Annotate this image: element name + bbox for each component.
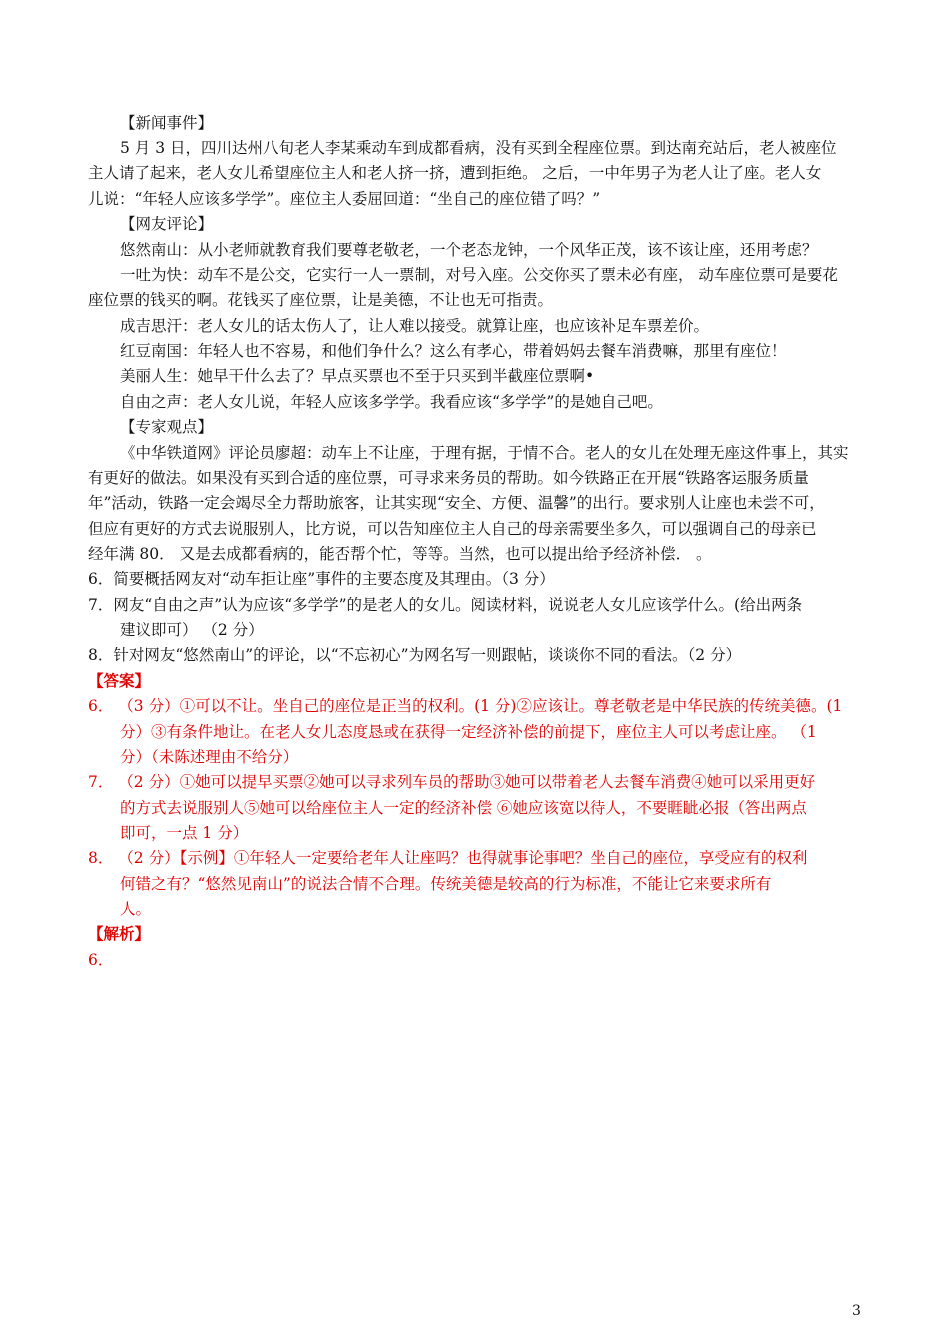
question-8: 8．针对网友“悠然南山”的评论，以“不忘初心”为网名写一则跟帖，谈谈你不同的看法。（2 分） <box>88 646 742 664</box>
news-paragraph-line: 主人请了起来，老人女儿希望座位主人和老人挤一挤，遭到拒绝。 之后，一中年男子为老人让了座。老人女 <box>88 164 822 182</box>
expert-paragraph-line: 《中华铁道网》评论员廖超：动车上不让座，于理有据，于情不合。老人的女儿在处理无座这件事上，其实 <box>120 444 849 462</box>
answer-6: 6． （3 分）①可以不让。坐自己的座位是正当的权利。(1 分)②应该让。尊老敬老是中华民族的传统美德。(1 <box>88 697 843 715</box>
comment-youran-nanshan: 悠然南山：从小老师就教育我们要尊老敬老，一个老态龙钟，一个风华正茂，该不该让座，还用考虑？ <box>120 241 818 259</box>
answer-8-cont: 人。 <box>120 900 152 918</box>
expert-heading: 【专家观点】 <box>120 418 214 436</box>
news-paragraph-line: 5 月 3 日，四川达州八旬老人李某乘动车到成都看病，没有买到全程座位票。到达南充站后，老人被座位 <box>120 139 837 157</box>
question-6: 6．简要概括网友对“动车拒让座”事件的主要态度及其理由。（3 分） <box>88 570 555 588</box>
expert-paragraph-line: 经年满 80． 又是去成都看病的，能否帮个忙，等等。当然，也可以提出给予经济补偿． 。 <box>88 545 712 563</box>
answer-heading: 【答案】 <box>88 671 151 690</box>
page-number: 3 <box>852 1303 861 1319</box>
answer-8-cont: 何错之有？“悠然见南山”的说法合情不合理。传统美德是较高的行为标准，不能让它来要求所有 <box>120 875 772 893</box>
expert-paragraph-line: 有更好的做法。如果没有买到合适的座位票，可寻求来务员的帮助。如今铁路正在开展“铁路客运服务质量 <box>88 469 809 487</box>
comment-meilirensheng: 美丽人生：她早干什么去了？早点买票也不至于只买到半截座位票啊• <box>120 367 595 385</box>
expert-paragraph-line: 但应有更好的方式去说服别人，比方说，可以告知座位主人自己的母亲需要坐多久，可以强调自己的母亲已 <box>88 520 817 538</box>
question-7: 7．网友“自由之声”认为应该“多学学”的是老人的女儿。阅读材料，说说老人女儿应该学什么。(给出两条 <box>88 596 803 614</box>
comment-chengjisihan: 成吉思汗：老人女儿的话太伤人了，让人难以接受。就算让座，也应该补足车票差价。 <box>120 317 710 335</box>
comment-hongdounanguo: 红豆南国：年轻人也不容易，和他们争什么？这么有孝心，带着妈妈去餐车消费嘛，那里有座位！ <box>120 342 787 360</box>
analysis-heading: 【解析】 <box>88 924 151 943</box>
comment-ziyouzhisheng: 自由之声：老人女儿说，年轻人应该多学学。我看应该“多学学”的是她自己吧。 <box>120 393 663 411</box>
answer-7: 7． （2 分）①她可以提早买票②她可以寻求列车员的帮助③她可以带着老人去餐车消费④她可以采用更好 <box>88 773 816 791</box>
analysis-6: 6． <box>88 951 114 969</box>
answer-6-cont: 分）（未陈述理由不给分） <box>120 748 299 766</box>
comment-yituweikuai-cont: 座位票的钱买的啊。花钱买了座位票，让是美德，不让也无可指责。 <box>88 291 554 309</box>
news-paragraph-line: 儿说：“年轻人应该多学学”。座位主人委屈回道：“坐自己的座位错了吗？” <box>88 190 601 208</box>
answer-6-cont: 分）③有条件地让。在老人女儿态度恳或在获得一定经济补偿的前提下，座位主人可以考虑让座。 （1 <box>120 723 817 741</box>
answer-8: 8． （2 分）【示例】①年轻人一定要给老年人让座吗？也得就事论事吧？坐自己的座位，享受应有的权利 <box>88 849 808 867</box>
news-heading: 【新闻事件】 <box>120 114 214 132</box>
answer-7-cont: 的方式去说服别人⑤她可以给座位主人一定的经济补偿 ⑥她应该宽以待人，不要睚眦必报（答出两点 <box>120 799 807 817</box>
answer-7-cont: 即可，一点 1 分） <box>120 824 249 842</box>
comments-heading: 【网友评论】 <box>120 215 214 233</box>
comment-yituweikuai: 一吐为快：动车不是公交，它实行一人一票制，对号入座。公交你买了票未必有座， 动车座位票可是要花 <box>120 266 838 284</box>
question-7-cont: 建议即可） （2 分） <box>120 621 264 639</box>
expert-paragraph-line: 年”活动，铁路一定会竭尽全力帮助旅客，让其实现“安全、方便、温馨”的出行。要求别人让座也未尝不可， <box>88 494 825 512</box>
